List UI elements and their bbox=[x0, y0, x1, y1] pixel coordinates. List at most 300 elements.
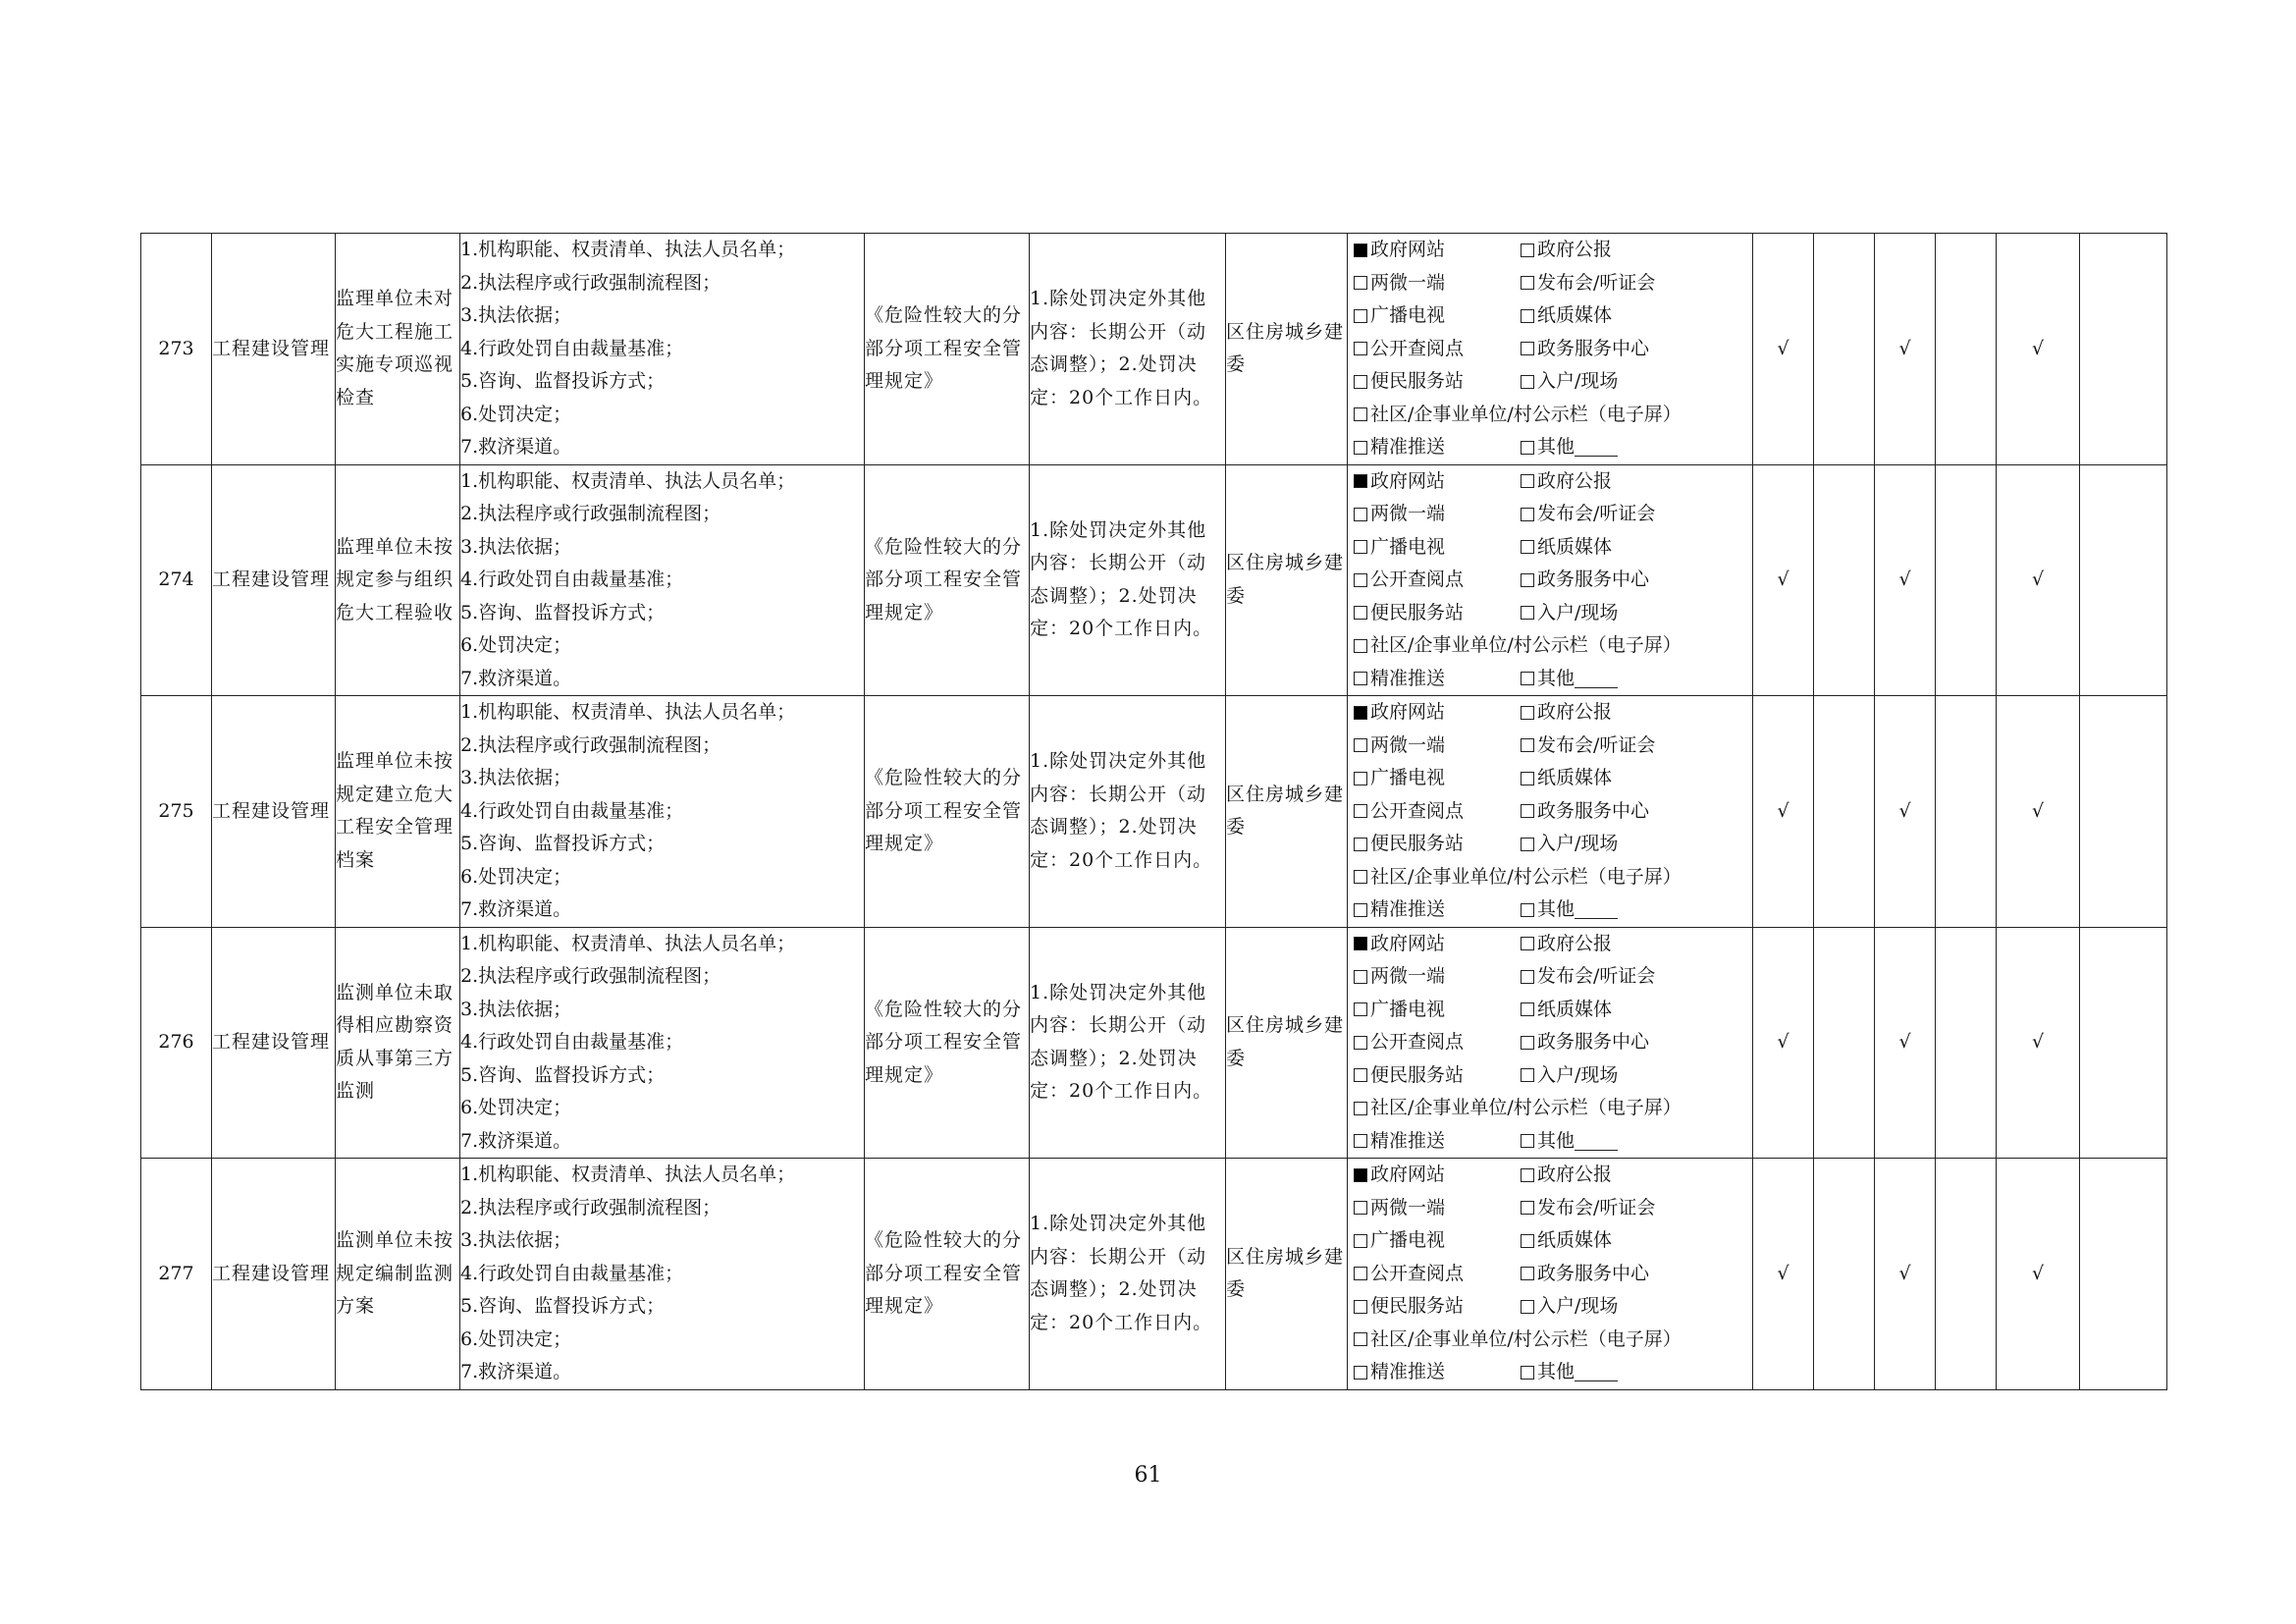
empty-cell bbox=[2080, 234, 2167, 465]
empty-box-icon bbox=[1521, 474, 1534, 488]
content-line: 6.处罚决定； bbox=[460, 403, 572, 425]
channel-label: 入户/现场 bbox=[1537, 601, 1619, 623]
empty-box-icon bbox=[1521, 738, 1534, 752]
content-line: 5.咨询、监督投诉方式； bbox=[460, 370, 666, 392]
empty-box-icon bbox=[1354, 970, 1367, 984]
empty-box-icon bbox=[1354, 1234, 1367, 1248]
blank-line bbox=[1575, 1363, 1618, 1381]
check-mark: √ bbox=[1875, 927, 1936, 1159]
empty-box-icon bbox=[1521, 672, 1534, 685]
empty-box-icon bbox=[1521, 838, 1534, 851]
empty-box-icon bbox=[1521, 1068, 1534, 1082]
content-line: 2.执法程序或行政强制流程图； bbox=[460, 503, 721, 524]
channel-label: 公开查阅点 bbox=[1370, 337, 1465, 359]
content-line: 1.机构职能、权责清单、执法人员名单； bbox=[460, 701, 796, 723]
item-cell: 监理单位未对危大工程施工实施专项巡视检查 bbox=[336, 234, 460, 465]
content-line: 4.行政处罚自由裁量基准； bbox=[460, 1031, 684, 1053]
channel-label: 政府网站 bbox=[1370, 701, 1446, 723]
check-mark: √ bbox=[1753, 696, 1814, 928]
channel-option bbox=[1354, 928, 1521, 961]
channel-option bbox=[1521, 597, 1752, 630]
channel-option bbox=[1521, 234, 1752, 267]
channel-option bbox=[1521, 663, 1752, 696]
empty-box-icon bbox=[1354, 804, 1367, 818]
blank-line bbox=[1575, 438, 1618, 457]
content-line: 3.执法依据； bbox=[460, 535, 572, 558]
checked-box-icon bbox=[1354, 937, 1367, 950]
empty-cell bbox=[1814, 1159, 1875, 1390]
channel-option bbox=[1521, 365, 1752, 399]
check-mark: √ bbox=[1997, 234, 2080, 465]
blank-line bbox=[1575, 1132, 1618, 1151]
empty-box-icon bbox=[1521, 903, 1534, 917]
empty-box-icon bbox=[1521, 1201, 1534, 1215]
empty-box-icon bbox=[1354, 639, 1367, 653]
content-line: 6.处罚决定； bbox=[460, 1097, 572, 1118]
channel-option bbox=[1354, 1026, 1521, 1059]
content-line: 1.机构职能、权责清单、执法人员名单； bbox=[460, 932, 796, 954]
channel-option bbox=[1521, 1224, 1752, 1258]
blank-line bbox=[1575, 670, 1618, 688]
content-line: 3.执法依据； bbox=[460, 998, 572, 1020]
empty-box-icon bbox=[1521, 804, 1534, 818]
check-mark: √ bbox=[1753, 464, 1814, 696]
channel-option bbox=[1521, 1059, 1752, 1093]
basis-cell: 《危险性较大的分部分项工程安全管理规定》 bbox=[865, 1159, 1030, 1390]
channel-label: 广播电视 bbox=[1370, 1229, 1446, 1251]
empty-box-icon bbox=[1521, 937, 1534, 950]
channel-option bbox=[1521, 1258, 1752, 1291]
domain-cell: 工程建设管理 bbox=[212, 927, 336, 1159]
channel-option bbox=[1354, 762, 1521, 795]
empty-box-icon bbox=[1354, 772, 1367, 785]
channel-label: 精准推送 bbox=[1370, 436, 1446, 458]
table-row bbox=[141, 696, 2167, 928]
channel-option bbox=[1521, 762, 1752, 795]
content-line: 3.执法依据； bbox=[460, 767, 572, 788]
content-cell bbox=[460, 234, 865, 465]
empty-box-icon bbox=[1354, 870, 1367, 884]
channel-option bbox=[1521, 531, 1752, 565]
channel-label: 精准推送 bbox=[1370, 1129, 1446, 1152]
channel-option bbox=[1521, 267, 1752, 300]
empty-cell bbox=[2080, 696, 2167, 928]
content-line: 7.救济渠道。 bbox=[460, 898, 572, 920]
channel-label: 发布会/听证会 bbox=[1537, 733, 1656, 756]
channel-label: 政府公报 bbox=[1537, 1164, 1613, 1185]
channel-label: 公开查阅点 bbox=[1370, 799, 1465, 822]
empty-box-icon bbox=[1521, 441, 1534, 455]
empty-box-icon bbox=[1354, 1366, 1367, 1380]
channel-option bbox=[1354, 1092, 1752, 1125]
channel-option bbox=[1354, 994, 1521, 1027]
content-line: 6.处罚决定； bbox=[460, 865, 572, 888]
check-mark: √ bbox=[1753, 1159, 1814, 1390]
channel-option bbox=[1521, 994, 1752, 1027]
channel-option bbox=[1354, 828, 1521, 861]
channel-option bbox=[1521, 333, 1752, 366]
blank-line bbox=[1575, 900, 1618, 919]
content-cell bbox=[460, 696, 865, 928]
content-line: 7.救济渠道。 bbox=[460, 1129, 572, 1152]
channel-label: 政务服务中心 bbox=[1537, 337, 1650, 359]
channel-label: 政务服务中心 bbox=[1537, 1031, 1650, 1053]
channel-option bbox=[1521, 1159, 1752, 1192]
empty-box-icon bbox=[1521, 772, 1534, 785]
item-cell: 监理单位未按规定建立危大工程安全管理档案 bbox=[336, 696, 460, 928]
channels-cell bbox=[1348, 696, 1753, 928]
check-mark: √ bbox=[1875, 1159, 1936, 1390]
channel-option bbox=[1521, 1125, 1752, 1159]
empty-box-icon bbox=[1354, 738, 1367, 752]
domain-cell: 工程建设管理 bbox=[212, 234, 336, 465]
item-cell: 监测单位未取得相应勘察资质从事第三方监测 bbox=[336, 927, 460, 1159]
content-cell bbox=[460, 927, 865, 1159]
check-mark: √ bbox=[1875, 464, 1936, 696]
content-line: 6.处罚决定； bbox=[460, 634, 572, 656]
empty-box-icon bbox=[1521, 342, 1534, 355]
content-line: 6.处罚决定； bbox=[460, 1327, 572, 1350]
empty-box-icon bbox=[1354, 441, 1367, 455]
channel-option bbox=[1521, 1356, 1752, 1389]
empty-box-icon bbox=[1521, 970, 1534, 984]
empty-cell bbox=[1814, 927, 1875, 1159]
basis-cell: 《危险性较大的分部分项工程安全管理规定》 bbox=[865, 234, 1030, 465]
checked-box-icon bbox=[1354, 706, 1367, 720]
channel-label: 便民服务站 bbox=[1370, 1063, 1465, 1086]
check-mark: √ bbox=[1875, 696, 1936, 928]
channel-label: 政府网站 bbox=[1370, 239, 1446, 260]
table-row bbox=[141, 464, 2167, 696]
channel-option bbox=[1354, 795, 1521, 829]
channel-label: 政府公报 bbox=[1537, 239, 1613, 260]
content-line: 4.行政处罚自由裁量基准； bbox=[460, 568, 684, 590]
empty-box-icon bbox=[1521, 1267, 1534, 1280]
empty-box-icon bbox=[1354, 606, 1367, 620]
channel-label: 其他 bbox=[1537, 898, 1575, 920]
channel-option bbox=[1521, 564, 1752, 597]
check-mark: √ bbox=[1753, 927, 1814, 1159]
empty-cell bbox=[1936, 464, 1997, 696]
empty-box-icon bbox=[1521, 309, 1534, 323]
channel-option bbox=[1521, 893, 1752, 927]
check-mark: √ bbox=[1997, 927, 2080, 1159]
empty-box-icon bbox=[1521, 1134, 1534, 1148]
empty-box-icon bbox=[1354, 309, 1367, 323]
empty-cell bbox=[2080, 927, 2167, 1159]
channel-label: 便民服务站 bbox=[1370, 833, 1465, 854]
channel-list bbox=[1348, 696, 1752, 927]
channel-label: 其他 bbox=[1537, 1361, 1575, 1382]
channel-option bbox=[1521, 696, 1752, 730]
channel-label: 政府网站 bbox=[1370, 469, 1446, 492]
channel-option bbox=[1354, 299, 1521, 333]
row-number: 276 bbox=[141, 927, 212, 1159]
dept-cell: 区住房城乡建委 bbox=[1226, 696, 1348, 928]
channel-label: 社区/企事业单位/村公示栏（电子屏） bbox=[1370, 403, 1682, 425]
dept-cell: 区住房城乡建委 bbox=[1226, 1159, 1348, 1390]
dept-cell: 区住房城乡建委 bbox=[1226, 234, 1348, 465]
empty-box-icon bbox=[1521, 1366, 1534, 1380]
channel-label: 便民服务站 bbox=[1370, 601, 1465, 623]
empty-box-icon bbox=[1354, 573, 1367, 587]
channel-label: 两微一端 bbox=[1370, 965, 1446, 987]
domain-cell: 工程建设管理 bbox=[212, 1159, 336, 1390]
channel-option bbox=[1354, 696, 1521, 730]
channel-label: 政府网站 bbox=[1370, 1164, 1446, 1185]
channel-label: 广播电视 bbox=[1370, 304, 1446, 326]
channel-option bbox=[1354, 399, 1752, 432]
channel-label: 政府公报 bbox=[1537, 932, 1613, 954]
channel-option bbox=[1354, 1356, 1521, 1389]
channel-option bbox=[1521, 795, 1752, 829]
empty-box-icon bbox=[1354, 1068, 1367, 1082]
channel-option bbox=[1354, 498, 1521, 531]
channel-option bbox=[1521, 431, 1752, 464]
channel-label: 政务服务中心 bbox=[1537, 1262, 1650, 1284]
content-line: 2.执法程序或行政强制流程图； bbox=[460, 965, 721, 987]
timing-cell: 1.除处罚决定外其他内容：长期公开（动态调整）；2.处罚决定：20个工作日内。 bbox=[1030, 464, 1226, 696]
channel-option bbox=[1354, 234, 1521, 267]
empty-cell bbox=[1814, 696, 1875, 928]
channel-label: 两微一端 bbox=[1370, 271, 1446, 294]
empty-box-icon bbox=[1354, 375, 1367, 389]
content-line: 2.执法程序或行政强制流程图； bbox=[460, 1196, 721, 1218]
empty-box-icon bbox=[1521, 375, 1534, 389]
channels-cell bbox=[1348, 927, 1753, 1159]
content-line: 5.咨询、监督投诉方式； bbox=[460, 833, 666, 854]
content-line: 5.咨询、监督投诉方式； bbox=[460, 1295, 666, 1317]
content-line: 5.咨询、监督投诉方式； bbox=[460, 601, 666, 623]
row-number: 273 bbox=[141, 234, 212, 465]
channel-label: 政府公报 bbox=[1537, 469, 1613, 492]
channel-label: 入户/现场 bbox=[1537, 1063, 1619, 1086]
empty-box-icon bbox=[1354, 508, 1367, 521]
empty-cell bbox=[1936, 234, 1997, 465]
timing-cell: 1.除处罚决定外其他内容：长期公开（动态调整）；2.处罚决定：20个工作日内。 bbox=[1030, 696, 1226, 928]
empty-box-icon bbox=[1521, 1300, 1534, 1314]
channel-option bbox=[1354, 1159, 1521, 1192]
channel-option bbox=[1354, 861, 1752, 894]
content-line: 5.咨询、监督投诉方式； bbox=[460, 1063, 666, 1086]
channel-label: 精准推送 bbox=[1370, 667, 1446, 689]
channel-option bbox=[1521, 928, 1752, 961]
channels-cell bbox=[1348, 1159, 1753, 1390]
empty-box-icon bbox=[1521, 244, 1534, 257]
checked-box-icon bbox=[1354, 1168, 1367, 1182]
empty-cell bbox=[1936, 927, 1997, 1159]
content-line: 4.行政处罚自由裁量基准； bbox=[460, 799, 684, 822]
content-line: 7.救济渠道。 bbox=[460, 1361, 572, 1382]
empty-box-icon bbox=[1354, 1002, 1367, 1016]
check-mark: √ bbox=[1997, 1159, 2080, 1390]
channel-option bbox=[1354, 1290, 1521, 1324]
channel-label: 其他 bbox=[1537, 667, 1575, 689]
timing-cell: 1.除处罚决定外其他内容：长期公开（动态调整）；2.处罚决定：20个工作日内。 bbox=[1030, 234, 1226, 465]
channel-label: 纸质媒体 bbox=[1537, 304, 1613, 326]
empty-box-icon bbox=[1521, 508, 1534, 521]
channel-option bbox=[1354, 531, 1521, 565]
empty-box-icon bbox=[1521, 573, 1534, 587]
dept-cell: 区住房城乡建委 bbox=[1226, 927, 1348, 1159]
item-cell: 监理单位未按规定参与组织危大工程验收 bbox=[336, 464, 460, 696]
channel-label: 两微一端 bbox=[1370, 733, 1446, 756]
channel-label: 便民服务站 bbox=[1370, 1295, 1465, 1317]
channel-label: 两微一端 bbox=[1370, 1196, 1446, 1218]
channel-option bbox=[1354, 1192, 1521, 1225]
basis-cell: 《危险性较大的分部分项工程安全管理规定》 bbox=[865, 696, 1030, 928]
empty-cell bbox=[1814, 464, 1875, 696]
channel-option bbox=[1521, 828, 1752, 861]
channel-label: 政务服务中心 bbox=[1537, 568, 1650, 590]
channel-label: 政府网站 bbox=[1370, 932, 1446, 954]
row-number: 275 bbox=[141, 696, 212, 928]
channel-option bbox=[1354, 431, 1521, 464]
empty-cell bbox=[1936, 696, 1997, 928]
channel-label: 广播电视 bbox=[1370, 767, 1446, 788]
channel-list bbox=[1348, 1159, 1752, 1389]
channel-label: 社区/企事业单位/村公示栏（电子屏） bbox=[1370, 634, 1682, 656]
empty-box-icon bbox=[1354, 540, 1367, 554]
content-line: 2.执法程序或行政强制流程图； bbox=[460, 733, 721, 756]
empty-box-icon bbox=[1354, 407, 1367, 421]
check-mark: √ bbox=[1997, 696, 2080, 928]
basis-cell: 《危险性较大的分部分项工程安全管理规定》 bbox=[865, 927, 1030, 1159]
page-number: 61 bbox=[1134, 1463, 1162, 1488]
timing-cell: 1.除处罚决定外其他内容：长期公开（动态调整）；2.处罚决定：20个工作日内。 bbox=[1030, 1159, 1226, 1390]
empty-box-icon bbox=[1521, 1002, 1534, 1016]
empty-box-icon bbox=[1354, 342, 1367, 355]
domain-cell: 工程建设管理 bbox=[212, 464, 336, 696]
channel-label: 纸质媒体 bbox=[1537, 767, 1613, 788]
channel-label: 精准推送 bbox=[1370, 898, 1446, 920]
empty-cell bbox=[1814, 234, 1875, 465]
channel-label: 社区/企事业单位/村公示栏（电子屏） bbox=[1370, 1327, 1682, 1350]
channel-option bbox=[1354, 1258, 1521, 1291]
content-cell bbox=[460, 1159, 865, 1390]
channels-cell bbox=[1348, 464, 1753, 696]
table-row bbox=[141, 1159, 2167, 1390]
channel-label: 便民服务站 bbox=[1370, 370, 1465, 392]
check-mark: √ bbox=[1997, 464, 2080, 696]
empty-box-icon bbox=[1521, 1234, 1534, 1248]
empty-box-icon bbox=[1521, 540, 1534, 554]
channel-option bbox=[1354, 1125, 1521, 1159]
content-line: 1.机构职能、权责清单、执法人员名单； bbox=[460, 239, 796, 260]
channel-label: 发布会/听证会 bbox=[1537, 503, 1656, 524]
empty-box-icon bbox=[1354, 1201, 1367, 1215]
channel-list bbox=[1348, 928, 1752, 1159]
channel-option bbox=[1354, 465, 1521, 499]
content-line: 3.执法依据； bbox=[460, 304, 572, 326]
content-cell bbox=[460, 464, 865, 696]
empty-box-icon bbox=[1354, 1036, 1367, 1050]
channel-option bbox=[1521, 960, 1752, 994]
channel-option bbox=[1521, 1026, 1752, 1059]
channel-label: 公开查阅点 bbox=[1370, 1031, 1465, 1053]
content-line: 4.行政处罚自由裁量基准； bbox=[460, 337, 684, 359]
empty-box-icon bbox=[1521, 1036, 1534, 1050]
channel-label: 社区/企事业单位/村公示栏（电子屏） bbox=[1370, 865, 1682, 888]
channel-label: 纸质媒体 bbox=[1537, 1229, 1613, 1251]
table-row bbox=[141, 234, 2167, 465]
empty-box-icon bbox=[1354, 1332, 1367, 1346]
empty-box-icon bbox=[1354, 672, 1367, 685]
channel-label: 其他 bbox=[1537, 1129, 1575, 1152]
empty-box-icon bbox=[1354, 276, 1367, 290]
channel-label: 纸质媒体 bbox=[1537, 535, 1613, 558]
row-number: 277 bbox=[141, 1159, 212, 1390]
basis-cell: 《危险性较大的分部分项工程安全管理规定》 bbox=[865, 464, 1030, 696]
channel-option bbox=[1354, 564, 1521, 597]
channel-label: 精准推送 bbox=[1370, 1361, 1446, 1382]
channel-label: 政府公报 bbox=[1537, 701, 1613, 723]
channel-option bbox=[1354, 629, 1752, 663]
check-mark: √ bbox=[1875, 234, 1936, 465]
channel-option bbox=[1354, 597, 1521, 630]
content-line: 1.机构职能、权责清单、执法人员名单； bbox=[460, 1164, 796, 1185]
channel-option bbox=[1354, 663, 1521, 696]
table-row bbox=[141, 927, 2167, 1159]
channel-option bbox=[1354, 960, 1521, 994]
channel-label: 广播电视 bbox=[1370, 535, 1446, 558]
content-line: 2.执法程序或行政强制流程图； bbox=[460, 271, 721, 294]
content-line: 4.行政处罚自由裁量基准； bbox=[460, 1262, 684, 1284]
empty-cell bbox=[2080, 464, 2167, 696]
domain-cell: 工程建设管理 bbox=[212, 696, 336, 928]
channel-label: 两微一端 bbox=[1370, 503, 1446, 524]
empty-box-icon bbox=[1354, 1134, 1367, 1148]
channel-label: 入户/现场 bbox=[1537, 1295, 1619, 1317]
content-line: 1.机构职能、权责清单、执法人员名单； bbox=[460, 469, 796, 492]
channel-label: 发布会/听证会 bbox=[1537, 965, 1656, 987]
channel-label: 入户/现场 bbox=[1537, 370, 1619, 392]
empty-box-icon bbox=[1354, 1300, 1367, 1314]
empty-box-icon bbox=[1521, 276, 1534, 290]
channel-option bbox=[1354, 365, 1521, 399]
channel-label: 发布会/听证会 bbox=[1537, 1196, 1656, 1218]
channel-option bbox=[1354, 1224, 1521, 1258]
disclosure-table bbox=[140, 233, 2167, 1390]
channel-option bbox=[1521, 730, 1752, 763]
channel-option bbox=[1354, 1059, 1521, 1093]
channel-option bbox=[1354, 333, 1521, 366]
check-mark: √ bbox=[1753, 234, 1814, 465]
content-line: 3.执法依据； bbox=[460, 1229, 572, 1251]
empty-box-icon bbox=[1521, 606, 1534, 620]
channel-option bbox=[1521, 1290, 1752, 1324]
channel-option bbox=[1354, 893, 1521, 927]
channel-label: 社区/企事业单位/村公示栏（电子屏） bbox=[1370, 1097, 1682, 1118]
channel-option bbox=[1521, 465, 1752, 499]
channel-list bbox=[1348, 465, 1752, 696]
dept-cell: 区住房城乡建委 bbox=[1226, 464, 1348, 696]
channel-label: 纸质媒体 bbox=[1537, 998, 1613, 1020]
empty-cell bbox=[2080, 1159, 2167, 1390]
empty-box-icon bbox=[1354, 838, 1367, 851]
channel-option bbox=[1521, 299, 1752, 333]
timing-cell: 1.除处罚决定外其他内容：长期公开（动态调整）；2.处罚决定：20个工作日内。 bbox=[1030, 927, 1226, 1159]
channel-label: 政务服务中心 bbox=[1537, 799, 1650, 822]
channel-option bbox=[1354, 730, 1521, 763]
checked-box-icon bbox=[1354, 474, 1367, 488]
channel-option bbox=[1354, 267, 1521, 300]
content-line: 7.救济渠道。 bbox=[460, 667, 572, 689]
channel-label: 公开查阅点 bbox=[1370, 568, 1465, 590]
channel-list bbox=[1348, 234, 1752, 464]
empty-box-icon bbox=[1354, 1267, 1367, 1280]
channel-label: 其他 bbox=[1537, 436, 1575, 458]
